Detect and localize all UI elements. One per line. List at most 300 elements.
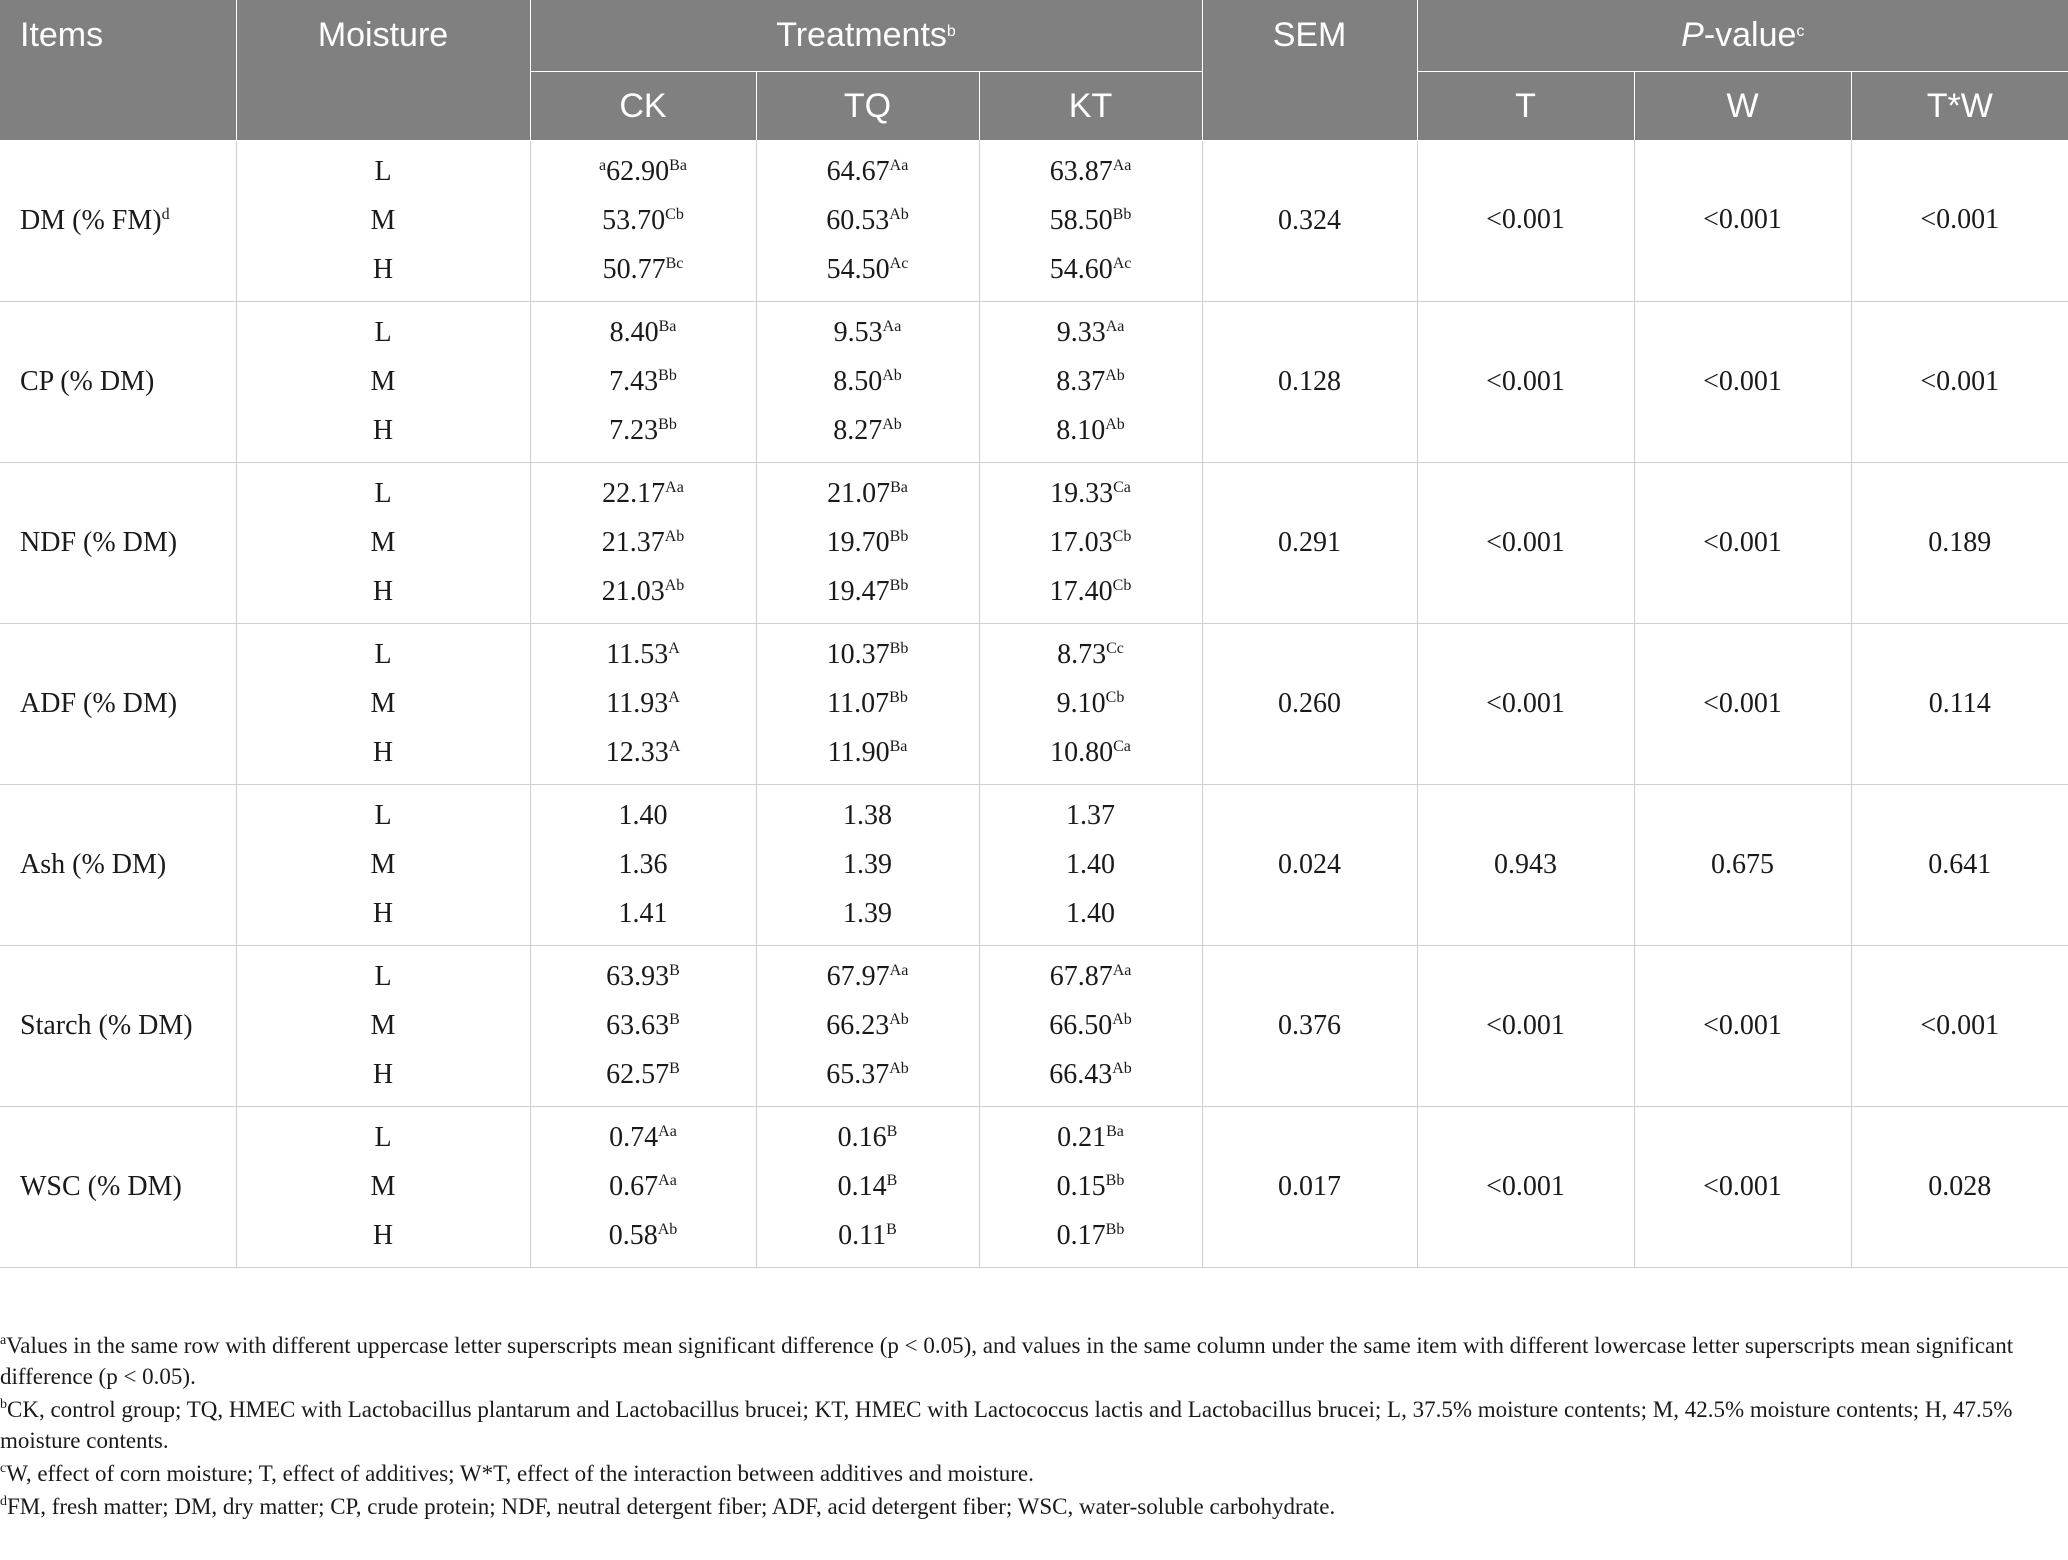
value-number: 1.40 [1066,898,1116,929]
value-number: 8.10 [1056,415,1106,446]
cell-value [757,1211,979,1260]
tq-values [756,784,979,945]
cell-value [531,518,756,567]
cell-value [757,469,979,518]
item-name [0,945,236,1106]
value-number: M [370,1171,396,1202]
cell-value [980,1001,1202,1050]
cell-value [757,889,979,938]
header-items: Items [0,0,236,140]
significance-letters: A [668,689,680,706]
kt-values [979,301,1202,462]
footnote-text: CK, control group; TQ, HMEC with Lactobacillus plantarum and Lactobacillus brucei; KT, HMEC with Lactococcus lactis and Lactobacillus brucei; L, 37.5% moisture contents; M, 42.5% moisture contents; H, 47.5% moisture contents. [0,1397,2013,1453]
moisture-levels [236,784,530,945]
value-number: 1.38 [843,800,892,831]
kt-values [979,784,1202,945]
value-stack [531,791,756,938]
tq-values [756,301,979,462]
cell-value [237,518,530,567]
value-number: 1.36 [618,849,668,880]
cell-value [531,308,756,357]
value-number: 11.53 [606,639,669,670]
cell-value [237,889,530,938]
value-number: 10.37 [826,639,890,670]
item-label: CP (% DM) [20,365,155,397]
value-number: 7.43 [609,366,659,397]
sem-value: 0.024 [1202,784,1417,945]
sem-value: 0.260 [1202,623,1417,784]
value-number: 17.03 [1049,527,1113,558]
tq-values [756,1106,979,1267]
cell-value [237,728,530,777]
value-number: 67.97 [826,961,890,992]
cell-value [531,406,756,455]
item-name [0,1106,236,1267]
value-number: M [370,205,396,236]
p-value-w: <0.001 [1634,301,1851,462]
value-number: M [370,1010,396,1041]
sem-value: 0.128 [1202,301,1417,462]
cell-value [757,308,979,357]
p-value-t: <0.001 [1417,301,1634,462]
value-stack [757,952,979,1099]
value-number: 8.37 [1056,366,1106,397]
header-tq: TQ [756,72,979,141]
significance-letters: Aa [889,156,909,174]
value-number: 65.37 [826,1059,890,1090]
cell-value [531,952,756,1001]
significance-letters: Bb [889,689,908,706]
p-value-t: <0.001 [1417,945,1634,1106]
value-number: 19.47 [826,576,890,607]
tq-values [756,623,979,784]
ck-values [530,140,756,301]
p-value-t: <0.001 [1417,623,1634,784]
value-number: 8.73 [1057,639,1107,670]
cell-value [237,952,530,1001]
cell-value [757,406,979,455]
cell-value [980,518,1202,567]
moisture-levels [236,462,530,623]
moisture-levels [236,140,530,301]
cell-value [237,147,530,196]
value-number: 1.39 [843,898,892,929]
value-number: 0.11 [838,1220,887,1251]
ck-values [530,301,756,462]
cell-value [237,679,530,728]
value-number: H [372,898,394,929]
cell-value [531,1211,756,1260]
value-number: 17.40 [1049,576,1113,607]
significance-letters: Ab [882,416,902,433]
significance-letters: B [886,1172,898,1189]
value-number: H [372,254,394,285]
value-stack [531,147,756,294]
value-stack [531,1113,756,1260]
p-value-w: <0.001 [1634,462,1851,623]
moisture-levels [236,945,530,1106]
footnote-text: Values in the same row with different uppercase letter superscripts mean significant difference (p < 0.05), and values in the same column under the same item with different lowercase letter superscripts mean significant difference (p < 0.05). [0,1333,2014,1389]
value-number: M [370,366,396,397]
significance-letters: Cc [1106,640,1124,657]
footnote [0,1491,2050,1522]
kt-values [979,623,1202,784]
cell-value [531,728,756,777]
significance-letters: A [668,640,680,657]
significance-letters: Aa [1112,156,1132,174]
cell-value [237,196,530,245]
value-stack [757,791,979,938]
cell-value [980,1113,1202,1162]
value-number: 54.50 [826,253,890,285]
value-number: 63.87 [1049,155,1113,187]
p-value-tw: 0.641 [1851,784,2068,945]
cell-value [237,406,530,455]
cell-value [980,630,1202,679]
table-row [0,623,2068,784]
cell-value [757,630,979,679]
cell-value [237,1001,530,1050]
header-sem: SEM [1202,0,1417,140]
value-stack [757,469,979,616]
value-stack [237,791,530,938]
footnote-mark: d [0,1494,7,1509]
value-number: 0.58 [608,1220,658,1251]
p-value-tw: <0.001 [1851,301,2068,462]
kt-values [979,462,1202,623]
cell-value [531,1001,756,1050]
cell-value [980,469,1202,518]
significance-letters: Aa [658,1123,677,1140]
item-name [0,784,236,945]
cell-value [237,1050,530,1099]
cell-value [531,1162,756,1211]
cell-value [531,791,756,840]
cell-value [237,469,530,518]
item-label: DM (% FM) [20,204,162,236]
value-number: H [372,737,394,768]
p-value-t: <0.001 [1417,462,1634,623]
table-row [0,945,2068,1106]
p-value-t: <0.001 [1417,1106,1634,1267]
cell-value [980,1050,1202,1099]
cell-value [757,1050,979,1099]
moisture-levels [236,1106,530,1267]
significance-letters: Aa [658,1172,677,1189]
value-number: M [370,688,396,719]
table-row [0,784,2068,945]
cell-value [980,840,1202,889]
cell-value [980,406,1202,455]
significance-letters: Aa [1112,962,1132,979]
value-number: 53.70 [602,204,666,236]
significance-letters: B [886,1221,897,1238]
cell-value [531,1050,756,1099]
value-stack [980,147,1202,294]
item-label: Ash (% DM) [20,848,167,880]
significance-letters: Ba [658,318,677,335]
cell-value [531,630,756,679]
significance-letters: Ab [1112,1011,1132,1028]
cell-value [980,357,1202,406]
value-number: 1.41 [618,898,668,929]
cell-value [980,1211,1202,1260]
significance-letters: B [669,962,680,979]
value-number: 19.70 [826,527,890,558]
cell-value [531,679,756,728]
significance-letters: Ab [1112,1060,1132,1077]
p-value-w: 0.675 [1634,784,1851,945]
significance-letters: Aa [882,318,902,335]
cell-value [980,245,1202,294]
cell-value [531,840,756,889]
significance-letters: Bb [1105,1221,1125,1238]
table-body [0,140,2068,1267]
footnote [0,1330,2050,1392]
value-stack [237,952,530,1099]
cell-value [757,1001,979,1050]
significance-letters: Bb [889,640,909,657]
sem-value: 0.291 [1202,462,1417,623]
cell-value [980,567,1202,616]
cell-value [980,147,1202,196]
value-number: L [374,156,392,187]
value-number: 11.90 [827,737,890,768]
value-stack [980,791,1202,938]
significance-letters: Ca [1113,738,1131,755]
cell-value [237,1211,530,1260]
footnote-text: FM, fresh matter; DM, dry matter; CP, crude protein; NDF, neutral detergent fiber; ADF, acid detergent fiber; WSC, water-soluble carbohydrate. [7,1494,1336,1519]
p-value-tw: <0.001 [1851,140,2068,301]
cell-value [237,567,530,616]
significance-letters: Bb [658,367,677,384]
value-number: 54.60 [1049,253,1113,285]
cell-value [531,1113,756,1162]
value-number: 7.23 [609,415,659,446]
tq-values [756,140,979,301]
cell-value [757,1162,979,1211]
cell-value [531,245,756,294]
table-row [0,462,2068,623]
cell-value [757,952,979,1001]
value-number: 0.15 [1056,1171,1106,1202]
footnote-text: W, effect of corn moisture; T, effect of additives; W*T, effect of the interaction between additives and moisture. [6,1461,1034,1486]
item-name [0,462,236,623]
footnote-mark: b [0,1397,7,1412]
value-number: L [374,317,392,348]
value-number: 63.63 [606,1010,670,1041]
significance-letters: Aa [665,479,684,496]
cell-value [980,791,1202,840]
item-name [0,623,236,784]
significance-letters: Aa [889,962,909,979]
value-number: 1.37 [1066,800,1116,831]
value-number: 0.74 [609,1122,659,1153]
cell-value [237,1162,530,1211]
cell-value [757,840,979,889]
header-pvalue: P-value$^c$ [1417,0,2068,72]
significance-letters: Ac [889,254,909,272]
significance-letters: Cb [1112,577,1132,594]
header-kt: KT [979,72,1202,141]
value-stack [757,1113,979,1260]
item-label: ADF (% DM) [20,687,178,719]
value-stack [531,308,756,455]
value-number: 60.53 [826,204,890,236]
value-stack [757,308,979,455]
p-value-tw: 0.189 [1851,462,2068,623]
cell-value [757,791,979,840]
significance-letters: Bc [665,254,684,272]
value-number: 66.50 [1049,1010,1113,1041]
value-number: H [372,576,394,607]
value-number: 19.33 [1050,478,1114,509]
value-number: 58.50 [1049,204,1113,236]
value-stack [237,308,530,455]
value-number: 8.40 [609,317,659,348]
cell-value [237,357,530,406]
value-number: 66.43 [1049,1059,1113,1090]
value-number: 9.53 [833,317,883,348]
kt-values [979,945,1202,1106]
cell-value [980,952,1202,1001]
significance-letters: Cb [665,205,684,223]
p-value-t: <0.001 [1417,140,1634,301]
value-number: 0.67 [609,1171,659,1202]
value-number: 8.27 [833,415,883,446]
value-number: 62.57 [606,1059,670,1090]
significance-letters: Ba [890,479,908,496]
ck-values [530,945,756,1106]
ck-values [530,784,756,945]
moisture-levels [236,301,530,462]
significance-letters: Ba [1106,1123,1124,1140]
value-stack [757,147,979,294]
sem-value: 0.376 [1202,945,1417,1106]
significance-letters: B [669,1060,680,1077]
value-number: 11.93 [606,688,669,719]
significance-letters: Bb [1112,205,1132,223]
value-number: 64.67 [826,155,890,187]
p-value-w: <0.001 [1634,1106,1851,1267]
cell-value [531,196,756,245]
value-number: M [370,527,396,558]
value-number: 66.23 [826,1010,890,1041]
table-row [0,140,2068,301]
footnote-mark: a [599,156,607,174]
cell-value [757,196,979,245]
footnote-mark: d [161,205,170,223]
significance-letters: Ca [1113,479,1131,496]
value-stack [237,147,530,294]
value-number: 8.50 [833,366,883,397]
cell-value [531,147,756,196]
significance-letters: B [669,1011,680,1028]
value-number: 21.07 [827,478,891,509]
footnote-mark: c [0,1461,7,1476]
value-number: L [374,639,392,670]
table-row [0,1106,2068,1267]
value-stack [757,630,979,777]
tq-values [756,462,979,623]
ck-values [530,462,756,623]
header-w: W [1634,72,1851,141]
value-number: L [374,800,392,831]
value-stack [980,1113,1202,1260]
cell-value [757,147,979,196]
cell-value [980,196,1202,245]
significance-letters: Ba [889,738,908,755]
cell-value [757,679,979,728]
value-number: L [374,1122,392,1153]
value-number: 62.90 [606,155,670,187]
cell-value [757,1113,979,1162]
ck-values [530,623,756,784]
value-stack [237,630,530,777]
item-label: Starch (% DM) [20,1009,193,1041]
value-stack [980,630,1202,777]
value-number: 0.17 [1056,1220,1106,1251]
significance-letters: Bb [1105,1172,1125,1189]
significance-letters: Ab [664,528,685,545]
sem-value: 0.324 [1202,140,1417,301]
cell-value [980,889,1202,938]
significance-letters: Bb [658,416,677,433]
cell-value [980,308,1202,357]
ck-values [530,1106,756,1267]
value-stack [237,1113,530,1260]
cell-value [757,245,979,294]
header-treatments: Treatments$^b$ [530,0,1202,72]
p-value-tw: <0.001 [1851,945,2068,1106]
value-stack [980,308,1202,455]
value-number: 9.10 [1056,688,1106,719]
significance-letters: Ba [669,156,687,174]
cell-value [757,518,979,567]
value-stack [531,952,756,1099]
value-number: 0.21 [1057,1122,1107,1153]
cell-value [757,567,979,616]
significance-letters: Cb [1105,689,1125,706]
value-number: 10.80 [1050,737,1114,768]
significance-letters: Ab [889,205,909,223]
footnote [0,1458,2050,1489]
value-stack [237,469,530,616]
value-number: 67.87 [1049,961,1113,992]
footnotes [0,1330,2050,1524]
significance-letters: Aa [1105,318,1125,335]
header-tw: T*W [1851,72,2068,141]
significance-letters: A [668,738,681,755]
value-stack [531,630,756,777]
cell-value [237,245,530,294]
header-t: T [1417,72,1634,141]
value-number: 1.40 [618,800,668,831]
kt-values [979,140,1202,301]
footnote-mark: a [0,1333,7,1348]
value-number: L [374,961,392,992]
cell-value [980,728,1202,777]
sem-value: 0.017 [1202,1106,1417,1267]
significance-letters: Ab [889,1011,909,1028]
value-number: 50.77 [602,253,666,285]
header-ck: CK [530,72,756,141]
value-number: H [372,415,394,446]
cell-value [980,1162,1202,1211]
value-number: L [374,478,392,509]
value-number: 12.33 [605,737,669,768]
value-number: M [370,849,396,880]
